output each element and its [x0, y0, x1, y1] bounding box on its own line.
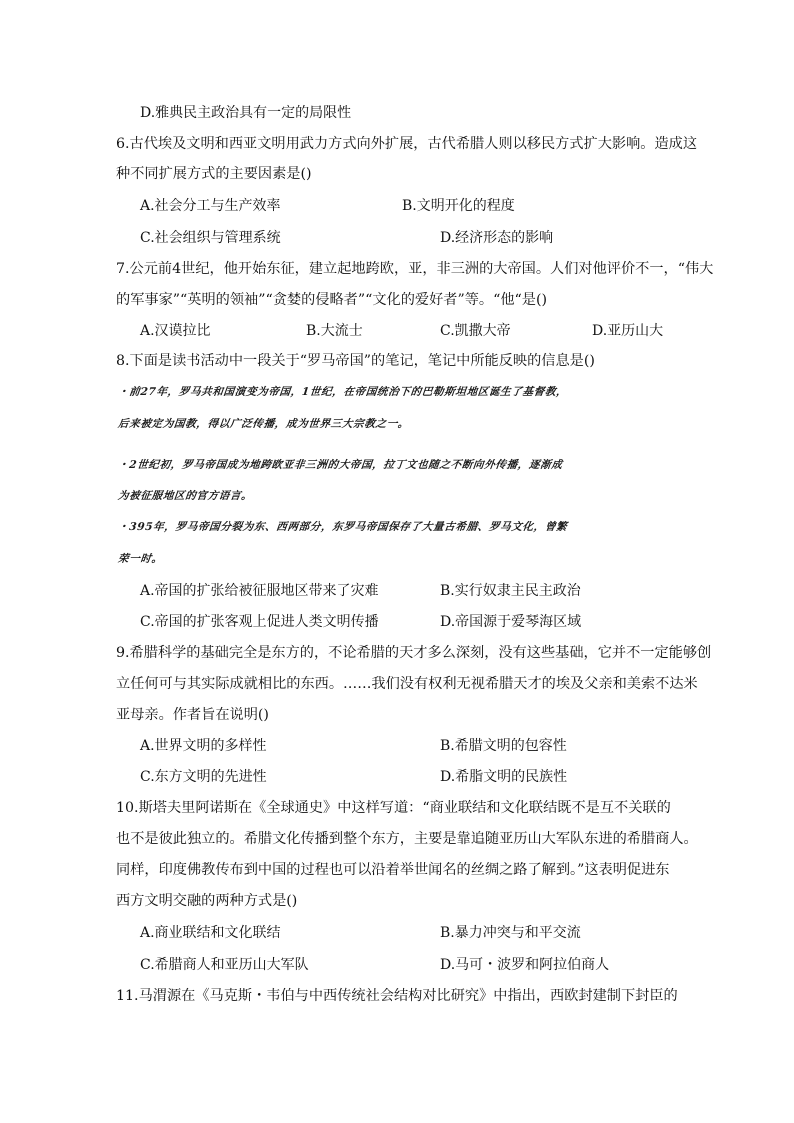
q7-stem-line-2: 的军事家”“英明的领袖”“贪婪的侵略者”“文化的爱好者”等。“他“是() [116, 292, 548, 308]
q8-note-3-line-1: ・395年，罗马帝国分裂为东、西两部分，东罗马帝国保存了大量古希腊、罗马文化，曾繁 [117, 521, 568, 533]
q9-stem-line-3: 亚母亲。作者旨在说明() [116, 707, 269, 723]
q7-option-d: D.亚历山大 [592, 323, 664, 339]
q10-stem-line-4: 西方文明交融的两种方式是() [116, 893, 298, 909]
q6-option-b: B.文明开化的程度 [402, 198, 515, 214]
q8-option-a: A.帝国的扩张给被征服地区带来了灾难 [140, 583, 379, 599]
q8-note-2-line-1: ・2世纪初，罗马帝国成为地跨欧亚非三洲的大帝国，拉丁文也随之不断向外传播，逐渐成 [117, 459, 564, 471]
q9-option-b: B.希腊文明的包容性 [440, 738, 567, 754]
q6-option-a: A.社会分工与生产效率 [140, 198, 281, 214]
q9-option-d: D.希脂文明的民族性 [440, 769, 568, 785]
q7-option-b: B.大流士 [306, 323, 363, 339]
q10-stem-line-2: 也不是彼此独立的。希腊文化传播到整个东方，主要是靠追随亚历山大军队东进的希腊商人。 [116, 831, 698, 847]
q8-option-d: D.帝国源于爱琴海区域 [440, 614, 582, 630]
q10-option-b: B.暴力冲突与和平交流 [440, 925, 581, 941]
q5-option-d: D.雅典民主政治具有一定的局限性 [140, 105, 352, 121]
q6-option-c: C.社会组织与管理系统 [140, 230, 281, 246]
q6-option-d: D.经济形态的影响 [440, 230, 554, 246]
q11-stem-line-1: 11.马渭源在《马克斯・韦伯与中西传统社会结构对比研究》中指出，西欧封建制下封臣的 [116, 988, 678, 1004]
q8-option-b: B.实行奴隶主民主政治 [440, 583, 581, 599]
q6-stem-line-2: 种不同扩展方式的主要因素是() [116, 166, 312, 182]
q10-option-c: C.希腊商人和亚历山大军队 [140, 957, 309, 973]
q9-stem-line-2: 立任何可与其实际成就相比的东西。……我们没有权利无视希腊天才的埃及父亲和美索不达米 [116, 676, 698, 692]
q8-note-1-line-2: 后来被定为国教，得以广泛传播，成为世界三大宗教之一。 [117, 418, 410, 430]
q10-stem-line-1: 10.斯塔夫里阿诺斯在《全球通史》中这样写道：“商业联结和文化联结既不是互不关联的 [116, 800, 671, 816]
q9-option-a: A.世界文明的多样性 [140, 738, 267, 754]
q7-option-a: A.汉谟拉比 [140, 323, 211, 339]
q8-note-2-line-2: 为被征服地区的官方语言。 [117, 490, 253, 502]
q8-stem-line-1: 8.下面是读书活动中一段关于“罗马帝国”的笔记，笔记中所能反映的信息是() [116, 353, 595, 369]
q9-option-c: C.东方文明的先进性 [140, 769, 267, 785]
q7-stem-line-1: 7.公元前4世纪，他开始东征，建立起地跨欧，亚，非三洲的大帝国。人们对他评价不一，“伟大 [116, 261, 714, 277]
q6-stem-line-1: 6.古代埃及文明和西亚文明用武力方式向外扩展，古代希腊人则以移民方式扩大影响。造成这 [116, 136, 698, 152]
q8-option-c: C.帝国的扩张客观上促进人类文明传播 [140, 614, 379, 630]
q8-note-1-line-1: ・前27年，罗马共和国演变为帝国，1世纪，在帝国统治下的巴勒斯坦地区诞生了基督教， [117, 386, 568, 398]
q7-option-c: C.凯撒大帝 [440, 323, 511, 339]
q10-option-d: D.马可・波罗和阿拉伯商人 [440, 957, 610, 973]
q8-note-3-line-2: 荣一时。 [117, 553, 164, 565]
q10-stem-line-3: 同样，印度佛教传布到中国的过程也可以沿着举世闻名的丝绸之路了解到。”这表明促进东 [116, 862, 670, 878]
q10-option-a: A.商业联结和文化联结 [140, 925, 281, 941]
q9-stem-line-1: 9.希腊科学的基础完全是东方的，不论希腊的天才多么深刻，没有这些基础，它并不一定能够创 [116, 645, 712, 661]
